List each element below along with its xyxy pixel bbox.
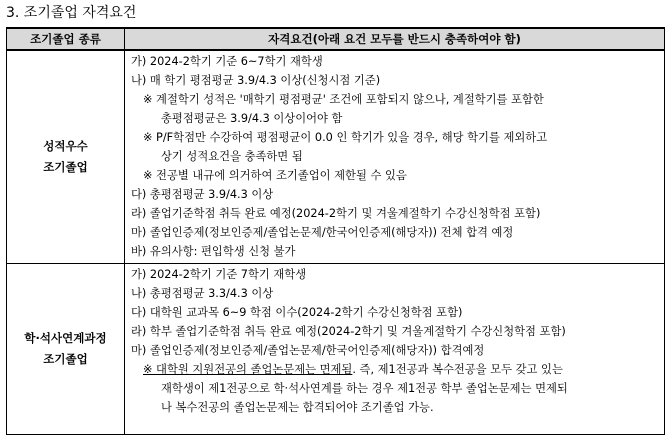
note-text: . 즉, 제1전공과 복수전공을 모두 갖고 있는 [352,363,563,376]
requirement-line: 라) 졸업기준학점 취득 완료 예정(2024-2학기 및 겨울계절학기 수강신청학점 포함) [131,207,541,220]
note-line: 총평점평균은 3.9/4.3 이상이어야 함 [161,112,343,125]
note-line: 상기 성적요건을 충족하면 됨 [161,150,303,163]
category-name: 학·석사연계과정 [24,331,107,345]
requirement-line: 나) 매 학기 평점평균 3.9/4.3 이상(신청시점 기준) [131,74,381,87]
table-header-row [7,28,665,50]
note-line: ※ 계절학기 성적은 '매학기 평점평균' 조건에 포함되지 않으나, 계절학기를 포함한 [143,93,544,106]
requirement-line: 마) 졸업인증제(정보인증제/졸업논문제/한국어인증제(해당자)) 전체 합격 예정 [131,226,514,239]
note-line: 나 복수전공의 졸업논문제는 합격되어야 조기졸업 가능. [161,401,434,414]
requirement-line: 다) 총평점평균 3.9/4.3 이상 [131,188,274,201]
requirement-line: 라) 학부 졸업기준학점 취득 완료 예정(2024-2학기 및 겨울계절학기 수강신청학점 포함) [131,325,566,338]
note-line: ※ P/F학점만 수강하여 평점평균이 0.0 인 학기가 있을 경우, 해당 학기를 제외하고 [143,131,548,144]
requirement-line: 바) 유의사항: 편입학생 신청 불가 [131,245,296,258]
requirement-line: 마) 졸업인증제(정보인증제/졸업논문제/한국어인증제(해당자)) 합격예정 [131,344,485,357]
table-row [7,50,665,264]
requirement-line: 가) 2024-2학기 기준 6~7학기 재학생 [131,55,323,68]
note-line [131,360,664,379]
requirement-line: 나) 총평점평균 3.3/4.3 이상 [131,287,274,300]
requirements-table [6,27,665,435]
note-underlined-text: ※ 대학원 지원전공의 졸업논문제는 면제됨 [143,363,353,376]
requirements-cell [125,50,665,264]
header-requirements: 자격요건(아래 요건 모두를 반드시 충족하여야 함) [125,28,665,50]
header-type: 조기졸업 종류 [7,28,125,50]
note-line: 재학생이 제1전공으로 학·석사연계를 하는 경우 제1전공 학부 졸업논문제는 면제되 [161,382,568,395]
category-name: 조기졸업 [43,352,88,366]
requirement-line: 다) 대학원 교과목 6~9 학점 이수(2024-2학기 수강신청학점 포함) [131,306,463,319]
category-cell [7,50,125,264]
category-cell [7,264,125,435]
section-title: 3. 조기졸업 자격요건 [6,5,137,21]
note-line: ※ 전공별 내규에 의거하여 조기졸업이 제한될 수 있음 [143,169,407,182]
requirements-cell [125,264,665,435]
requirement-line: 가) 2024-2학기 기준 7학기 재학생 [131,268,307,281]
category-name: 성적우수 [43,139,88,153]
table-row [7,264,665,435]
category-name: 조기졸업 [43,160,88,174]
